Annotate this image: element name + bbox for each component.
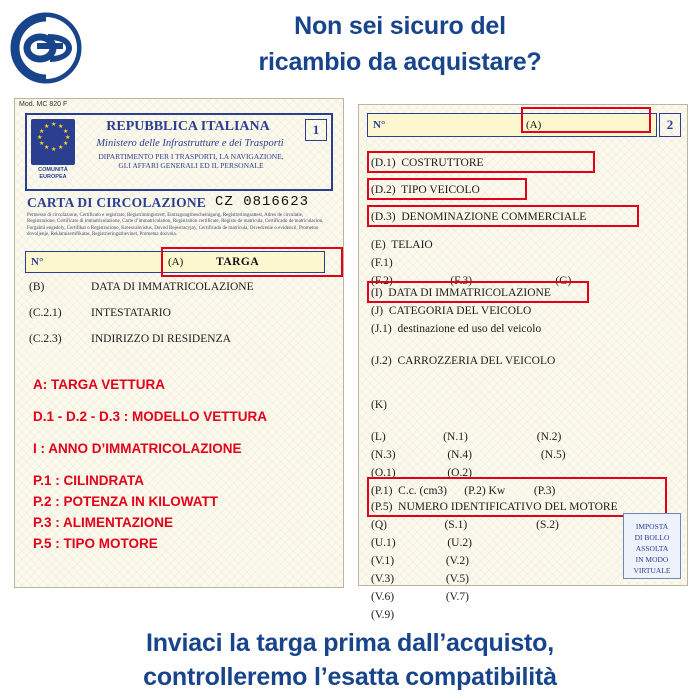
stamp-line-5: VIRTUALE [633, 566, 671, 575]
field-code-a-2: (A) [526, 119, 542, 131]
eu-caption [29, 167, 77, 181]
legend-note-p1: P.1 : CILINDRATA [33, 473, 145, 488]
n-label: N° [31, 256, 44, 268]
left-field-list [29, 281, 339, 359]
page-header [0, 0, 700, 96]
document-type-title: CARTA DI CIRCOLAZIONE [27, 195, 207, 210]
legend-note-i: I : ANNO D’IMMATRICOLAZIONE [33, 441, 242, 456]
field-line-f2: (F.2) (F.3) (G) [371, 275, 572, 287]
field-code-c23: (C.2.3) [29, 333, 62, 345]
microtext-paragraph: Permesso di circolazione, Certificato e registrato, Registrimingistrert, Eintragungsbescheinigung, Registrerinsgsattest, Adres de circulatie, Registrazione, Certificato di immatricolazione, Carte d’immatriculation, Registration certificate, Registo de matricula, Certificado de matriculacion, Forgalmi engedely, Certifikat o Registraciono, Kreesvahvistus, Dovod Rejestracyjny, Certificado de matricula, Osvedcenie o evidencii, Prometno dovoljenje, Reklamisertifikatas, Registrieringszbevinet, Prometna dozvola. [27, 213, 324, 238]
field-line-p1: (P.1) C.c. (cm3) (P.2) Kw (P.3) [371, 485, 556, 497]
document-number: CZ 0816623 [215, 194, 310, 210]
document-images [0, 96, 700, 621]
field-label-c23: INDIRIZZO DI RESIDENZA [91, 333, 231, 345]
legend-note-p2: P.2 : POTENZA IN KILOWATT [33, 494, 219, 509]
field-row-b [29, 281, 339, 293]
department-line-2: GLI AFFARI GENERALI ED IL PERSONALE [118, 161, 264, 170]
field-line-v3: (V.3) (V.5) [371, 573, 469, 585]
republic-title: REPUBBLICA ITALIANA [106, 119, 270, 134]
field-code-a: (A) [168, 256, 184, 268]
field-line-f1: (F.1) [371, 257, 393, 269]
page-title [110, 8, 690, 80]
department-line-1: DIPARTIMENTO PER I TRASPORTI, LA NAVIGAZIONE, [98, 152, 284, 161]
field-row-c21 [29, 307, 339, 319]
page-number-badge-2: 2 [659, 113, 681, 137]
tax-stamp-box [623, 513, 681, 579]
footer-line-2: controlleremo l’esatta compatibilità [143, 663, 557, 691]
legend-note-d: D.1 - D.2 - D.3 : MODELLO VETTURA [33, 409, 268, 424]
field-line-v6: (V.6) (V.7) [371, 591, 469, 603]
eu-stars: ★ ★ ★ ★ ★ ★ ★ ★ ★ ★ ★ ★ [37, 122, 71, 153]
field-line-n3: (N.3) (N.4) (N.5) [371, 449, 566, 461]
field-code-b: (B) [29, 281, 45, 293]
stamp-line-2: DI BOLLO [634, 533, 670, 542]
field-line-e: (E) TELAIO [371, 239, 433, 251]
eu-caption-line-2: EUROPEA [39, 174, 67, 180]
field-line-j: (J) CATEGORIA DEL VEICOLO [371, 305, 532, 317]
stamp-line-1: IMPOSTA [635, 522, 669, 531]
headline-line-2: ricambio da acquistare? [258, 48, 542, 76]
department-title [79, 152, 303, 170]
headline-line-1: Non sei sicuro del [294, 12, 506, 40]
field-row-c23 [29, 333, 339, 345]
field-line-k: (K) [371, 399, 387, 411]
page-footer [0, 626, 700, 694]
field-line-p5: (P.5) NUMERO IDENTIFICATIVO DEL MOTORE [371, 501, 618, 513]
plate-row [25, 251, 333, 273]
vehicle-registration-page-2 [358, 104, 688, 621]
field-line-d3: (D.3) DENOMINAZIONE COMMERCIALE [371, 211, 587, 223]
field-line-d2: (D.2) TIPO VEICOLO [371, 184, 480, 196]
n-label-2: N° [373, 119, 386, 131]
legend-note-p5: P.5 : TIPO MOTORE [33, 536, 158, 551]
field-line-i: (I) DATA DI IMMATRICOLAZIONE [371, 287, 551, 299]
eu-caption-line-1: COMUNITÀ [38, 167, 68, 173]
field-label-b: DATA DI IMMATRICOLAZIONE [91, 281, 254, 293]
field-label-c21: INTESTATARIO [91, 307, 171, 319]
field-line-u1: (U.1) (U.2) [371, 537, 472, 549]
plate-field-box-2 [367, 113, 657, 137]
field-line-j1: (J.1) destinazione ed uso del veicolo [371, 323, 542, 335]
ministry-title: Ministero delle Infrastrutture e dei Trasporti [96, 138, 284, 149]
field-line-o1: (O.1) (O.2) [371, 467, 472, 479]
field-line-q: (Q) (S.1) (S.2) [371, 519, 559, 531]
field-code-c21: (C.2.1) [29, 307, 62, 319]
eu-flag-icon [31, 119, 75, 165]
plate-row-2 [367, 113, 681, 137]
legend-note-a: A: TARGA VETTURA [33, 377, 165, 392]
footer-line-1: Inviaci la targa prima dall’acquisto, [145, 629, 555, 657]
field-line-d1: (D.1) COSTRUTTORE [371, 157, 484, 169]
legend-note-p3: P.3 : ALIMENTAZIONE [33, 515, 174, 530]
field-value-targa: TARGA [216, 256, 260, 268]
legend-notes [33, 377, 343, 557]
stamp-line-4: IN MODO [635, 555, 669, 564]
field-line-j2: (J.2) CARROZZERIA DEL VEICOLO [371, 355, 556, 367]
field-line-l: (L) (N.1) (N.2) [371, 431, 562, 443]
field-line-v9: (V.9) [371, 609, 395, 621]
plate-field-box [25, 251, 325, 273]
field-line-v1: (V.1) (V.2) [371, 555, 469, 567]
stamp-line-3: ASSOLTA [635, 544, 669, 553]
document-header-box [25, 113, 333, 191]
page-number-badge: 1 [305, 119, 327, 141]
vehicle-registration-page-1 [14, 98, 344, 588]
company-logo [10, 12, 82, 84]
form-code-label: Mod. MC 820 F [19, 101, 68, 108]
